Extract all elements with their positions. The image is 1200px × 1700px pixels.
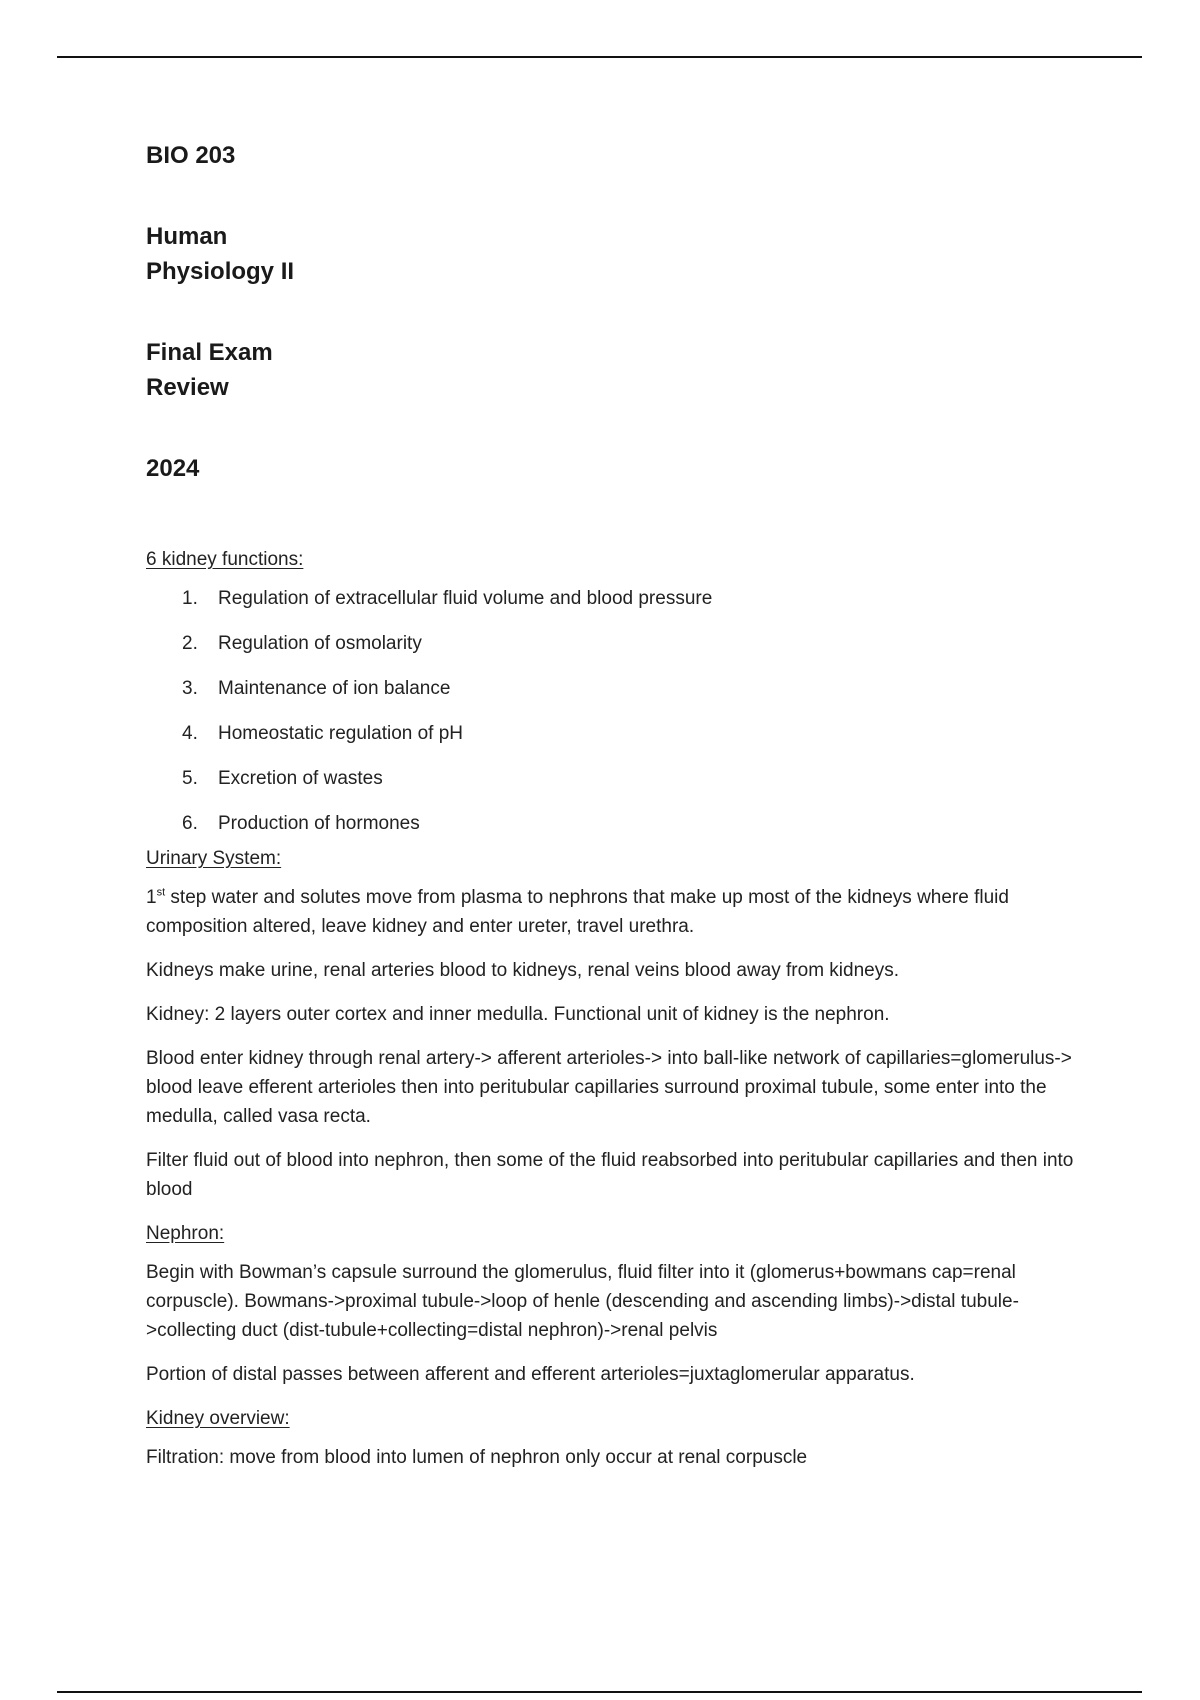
title-block (146, 138, 546, 486)
bottom-divider (57, 1691, 1142, 1693)
doc-line-2: Review (146, 374, 229, 401)
urinary-paragraph-1: 1st step water and solutes move from plasma to nephrons that make up most of the kidneys where fluid composition altered, leave kidney and enter ureter, travel urethra. (146, 886, 1009, 937)
urinary-paragraph-3: Kidney: 2 layers outer cortex and inner medulla. Functional unit of kidney is the nephron. (146, 1004, 890, 1025)
kidney-functions-list (146, 584, 1086, 838)
urinary-paragraph-2: Kidneys make urine, renal arteries blood to kidneys, renal veins blood away from kidneys. (146, 960, 899, 981)
list-item: 5. Excretion of wastes (182, 768, 383, 789)
urinary-paragraph-4: Blood enter kidney through renal artery-> afferent arterioles-> into ball-like network of capillaries=glomerulus-> blood leave efferent arterioles then into peritubular capillaries surround proximal tubule, some enter into the medulla, called vasa recta. (146, 1048, 1072, 1127)
subject-line-1: Human (146, 223, 228, 250)
document-type-group (146, 335, 546, 405)
course-code-group (146, 138, 546, 173)
top-divider (57, 56, 1142, 58)
list-item: 3. Maintenance of ion balance (182, 678, 451, 699)
kidney-functions-heading: 6 kidney functions: (146, 549, 304, 570)
list-item: 2. Regulation of osmolarity (182, 633, 422, 654)
kidney-overview-heading: Kidney overview: (146, 1408, 290, 1429)
urinary-system-heading: Urinary System: (146, 848, 282, 869)
year-group (146, 451, 546, 486)
nephron-paragraph-1: Begin with Bowman’s capsule surround the glomerulus, fluid filter into it (glomerus+bowmans cap=renal corpuscle). Bowmans->proximal tubule->loop of henle (descending and ascending limbs)->distal tubule->collecting duct (dist-tubule+collecting=distal nephron)->renal pelvis (146, 1262, 1019, 1341)
subject-group (146, 219, 546, 289)
list-item: 1. Regulation of extracellular fluid volume and blood pressure (182, 588, 713, 609)
overview-paragraph-1: Filtration: move from blood into lumen of nephron only occur at renal corpuscle (146, 1447, 808, 1468)
document-body (146, 545, 1086, 1487)
list-item: 4. Homeostatic regulation of pH (182, 723, 464, 744)
urinary-paragraph-5: Filter fluid out of blood into nephron, then some of the fluid reabsorbed into peritubular capillaries and then into blood (146, 1150, 1074, 1200)
subject-line-2: Physiology II (146, 258, 295, 285)
list-item: 6. Production of hormones (182, 813, 420, 834)
year: 2024 (146, 455, 200, 482)
doc-line-1: Final Exam (146, 339, 273, 366)
course-code: BIO 203 (146, 142, 236, 169)
nephron-heading: Nephron: (146, 1223, 225, 1244)
nephron-paragraph-2: Portion of distal passes between afferent and efferent arterioles=juxtaglomerular apparatus. (146, 1364, 915, 1385)
